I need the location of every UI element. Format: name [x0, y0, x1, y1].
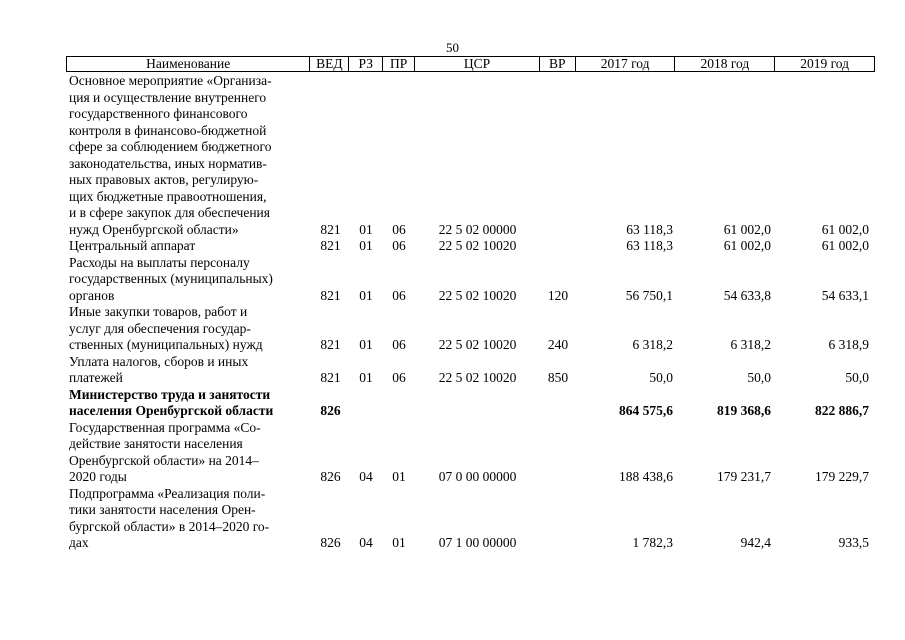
cell-2018: [676, 255, 776, 305]
cell-name-line: бургской области» в 2014–2020 го-: [69, 518, 270, 534]
cell-2018-value: 819 368,6: [717, 403, 771, 418]
cell-pr: [383, 486, 415, 552]
cell-2017: [576, 486, 676, 552]
cell-name-line: и в сфере закупок для обеспечения: [69, 205, 270, 220]
cell-2018: [676, 387, 776, 420]
cell-rz: [349, 73, 383, 238]
cell-ved-value: 821: [320, 238, 341, 253]
cell-ved: [310, 238, 349, 255]
cell-name: [66, 486, 310, 552]
cell-vr: [540, 420, 576, 486]
cell-vr: [540, 255, 576, 305]
cell-csr-value: 07 1 00 00000: [438, 535, 517, 550]
cell-vr: [540, 354, 576, 387]
cell-rz: [349, 255, 383, 305]
cell-2017-value: 63 118,3: [626, 221, 673, 237]
cell-ved: [310, 73, 349, 238]
cell-ved: [310, 486, 349, 552]
cell-csr-value: 22 5 02 10020: [438, 287, 517, 303]
cell-name-line: услуг для обеспечения государ-: [69, 320, 251, 336]
cell-2018-value: 50,0: [747, 370, 771, 385]
cell-2018-value: 61 002,0: [723, 221, 771, 237]
cell-name-line: нужд Оренбургской области»: [69, 221, 239, 237]
column-header-pr: ПР: [383, 57, 415, 71]
cell-ved: [310, 420, 349, 486]
cell-ved: [310, 387, 349, 420]
cell-ved-value: 826: [320, 403, 341, 418]
cell-2017: [576, 255, 676, 305]
cell-2018: [676, 73, 776, 238]
cell-pr: [383, 420, 415, 486]
cell-rz: [349, 420, 383, 486]
cell-2018: [676, 238, 776, 255]
table-body: [66, 73, 875, 552]
cell-2018: [676, 354, 776, 387]
table-row: [66, 304, 875, 354]
cell-2018: [676, 486, 776, 552]
column-header-2019: 2019 год: [800, 57, 850, 71]
cell-csr-value: 22 5 02 00000: [438, 221, 517, 237]
cell-2019: [776, 238, 875, 255]
cell-2019-value: 822 886,7: [815, 403, 869, 418]
cell-pr-value: 06: [392, 238, 406, 253]
cell-rz: [349, 304, 383, 354]
cell-ved: [310, 255, 349, 305]
cell-vr: [540, 238, 576, 255]
cell-csr: [415, 387, 540, 420]
cell-csr: [415, 304, 540, 354]
cell-csr: [415, 255, 540, 305]
cell-2018-value: 179 231,7: [717, 469, 771, 484]
cell-name-line: платежей: [69, 370, 123, 385]
cell-2019-value: 50,0: [845, 370, 869, 385]
table-row: [66, 387, 875, 420]
cell-2018-value: 6 318,2: [730, 337, 771, 352]
column-header-vr: ВР: [540, 57, 576, 71]
cell-pr: [383, 73, 415, 238]
table-row: [66, 255, 875, 305]
cell-pr-value: 06: [392, 370, 406, 385]
cell-2018-value: 54 633,8: [723, 287, 771, 303]
cell-2019-value: 179 229,7: [815, 469, 869, 484]
cell-rz-value: 01: [359, 370, 373, 385]
cell-name-line: Центральный аппарат: [69, 238, 196, 253]
cell-2018: [676, 420, 776, 486]
cell-name-line: действие занятости населения: [69, 436, 243, 451]
cell-ved-value: 826: [320, 535, 341, 550]
cell-csr: [415, 420, 540, 486]
cell-pr-value: 06: [392, 221, 406, 237]
cell-2019: [776, 304, 875, 354]
column-header-2018: 2018 год: [675, 57, 775, 71]
cell-rz-value: 04: [359, 469, 373, 484]
cell-2017-value: 864 575,6: [619, 403, 673, 418]
cell-2017: [576, 304, 676, 354]
cell-2019: [776, 255, 875, 305]
cell-rz: [349, 354, 383, 387]
cell-name: [66, 255, 310, 305]
cell-name-line: ственных (муниципальных) нужд: [69, 337, 263, 352]
cell-pr-value: 06: [392, 287, 406, 303]
cell-rz: [349, 387, 383, 420]
cell-2019: [776, 354, 875, 387]
cell-2018: [676, 304, 776, 354]
column-header-ved: ВЕД: [310, 57, 349, 71]
cell-2019: [776, 486, 875, 552]
table-row: [66, 420, 875, 486]
cell-ved-value: 826: [320, 469, 341, 484]
cell-name-line: щих бюджетные правоотношения,: [69, 188, 267, 204]
cell-name-line: населения Оренбургской области: [69, 403, 274, 418]
cell-ved: [310, 354, 349, 387]
cell-pr: [383, 255, 415, 305]
cell-pr-value: 06: [392, 337, 406, 352]
cell-2018-value: 942,4: [740, 535, 771, 550]
cell-name-line: органов: [69, 287, 115, 303]
cell-vr: [540, 73, 576, 238]
cell-csr: [415, 354, 540, 387]
cell-rz-value: 01: [359, 221, 373, 237]
cell-2019-value: 933,5: [838, 535, 869, 550]
cell-name-line: 2020 годы: [69, 469, 127, 484]
cell-ved-value: 821: [320, 337, 341, 352]
cell-name: [66, 420, 310, 486]
cell-2017-value: 50,0: [649, 370, 673, 385]
cell-2019: [776, 420, 875, 486]
cell-rz-value: 01: [359, 287, 373, 303]
page-number: 50: [446, 40, 459, 55]
cell-2017: [576, 238, 676, 255]
cell-name-line: Министерство труда и занятости: [69, 386, 271, 402]
cell-2019-value: 6 318,9: [828, 337, 869, 352]
cell-2017-value: 6 318,2: [632, 337, 673, 352]
cell-csr-value: 22 5 02 10020: [438, 370, 517, 385]
cell-pr-value: 01: [392, 469, 406, 484]
column-header-rz: РЗ: [349, 57, 383, 71]
cell-2019-value: 54 633,1: [821, 287, 869, 303]
cell-2017-value: 188 438,6: [619, 469, 673, 484]
cell-2019: [776, 73, 875, 238]
cell-2017: [576, 387, 676, 420]
cell-2017-value: 56 750,1: [625, 287, 673, 303]
cell-vr-value: 240: [547, 337, 569, 352]
cell-name-line: Оренбургской области» на 2014–: [69, 452, 259, 468]
cell-name-line: Уплата налогов, сборов и иных: [69, 353, 249, 369]
table-row: [66, 354, 875, 387]
table-row: [66, 238, 875, 255]
cell-pr: [383, 354, 415, 387]
cell-2019-value: 61 002,0: [821, 221, 869, 237]
cell-name-line: контроля в финансово-бюджетной: [69, 122, 267, 138]
cell-rz-value: 01: [359, 238, 373, 253]
cell-2019-value: 61 002,0: [821, 238, 869, 253]
cell-name-line: государственных (муниципальных): [69, 271, 273, 286]
cell-vr-value: 120: [547, 287, 569, 303]
cell-vr: [540, 387, 576, 420]
cell-csr: [415, 73, 540, 238]
column-header-2017: 2017 год: [576, 57, 676, 71]
table-header: [66, 56, 875, 72]
cell-name-line: сфере за соблюдением бюджетного: [69, 139, 272, 154]
cell-csr: [415, 238, 540, 255]
table-row: [66, 73, 875, 238]
cell-csr-value: 07 0 00 00000: [438, 469, 517, 484]
cell-name-line: законодательства, иных норматив-: [69, 155, 267, 171]
cell-vr: [540, 486, 576, 552]
column-header-csr: ЦСР: [415, 57, 540, 71]
cell-pr: [383, 387, 415, 420]
cell-pr: [383, 238, 415, 255]
cell-ved: [310, 304, 349, 354]
cell-name-line: Основное мероприятие «Организа-: [69, 73, 272, 88]
cell-vr-value: 850: [547, 370, 569, 385]
cell-ved-value: 821: [320, 370, 341, 385]
cell-2019: [776, 387, 875, 420]
table-row: [66, 486, 875, 552]
cell-ved-value: 821: [320, 287, 341, 303]
cell-csr: [415, 486, 540, 552]
cell-name: [66, 238, 310, 255]
cell-name-line: ных правовых актов, регулирую-: [69, 172, 259, 187]
cell-pr-value: 01: [392, 535, 406, 550]
cell-2018-value: 61 002,0: [723, 238, 771, 253]
cell-2017: [576, 354, 676, 387]
cell-rz: [349, 238, 383, 255]
cell-name: [66, 387, 310, 420]
cell-csr-value: 22 5 02 10020: [438, 238, 517, 253]
cell-pr: [383, 304, 415, 354]
cell-name-line: тики занятости населения Орен-: [69, 502, 256, 517]
cell-rz: [349, 486, 383, 552]
column-header-name: Наименование: [67, 57, 310, 71]
cell-rz-value: 04: [359, 535, 373, 550]
cell-name-line: Расходы на выплаты персоналу: [69, 254, 250, 270]
cell-name-line: государственного финансового: [69, 106, 248, 121]
cell-vr: [540, 304, 576, 354]
cell-csr-value: 22 5 02 10020: [438, 337, 517, 352]
cell-name-line: Подпрограмма «Реализация поли-: [69, 485, 266, 501]
cell-name: [66, 354, 310, 387]
cell-name-line: Иные закупки товаров, работ и: [69, 304, 248, 319]
cell-name-line: дах: [69, 535, 89, 550]
cell-rz-value: 01: [359, 337, 373, 352]
cell-name-line: ция и осуществление внутреннего: [69, 89, 267, 105]
cell-name: [66, 304, 310, 354]
cell-name: [66, 73, 310, 238]
cell-name-line: Государственная программа «Со-: [69, 419, 261, 435]
cell-2017-value: 63 118,3: [626, 238, 673, 253]
cell-ved-value: 821: [320, 221, 341, 237]
cell-2017: [576, 420, 676, 486]
cell-2017: [576, 73, 676, 238]
cell-2017-value: 1 782,3: [632, 535, 673, 550]
